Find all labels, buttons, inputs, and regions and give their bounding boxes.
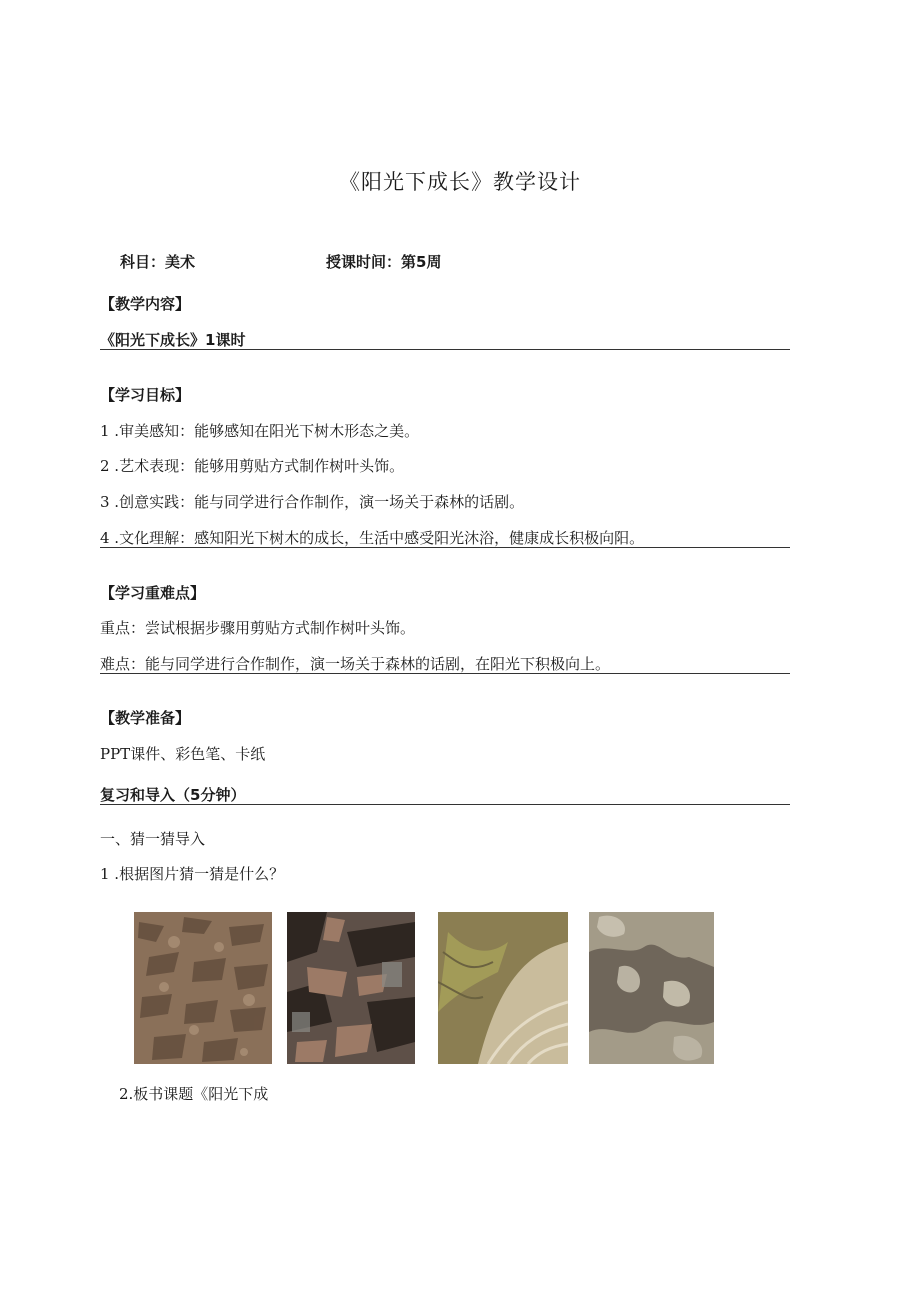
divider	[100, 804, 790, 805]
question-2: 2.板书课题《阳光下成	[119, 1085, 269, 1103]
lesson-time-label: 授课时间：第5周	[326, 253, 442, 271]
teaching-content-heading: 【教学内容】	[100, 295, 191, 313]
goal-item-4: 4 .文化理解：感知阳光下树木的成长，生活中感受阳光沐浴，健康成长积极向阳。	[100, 529, 645, 547]
goal-item-2: 2 .艺术表现：能够用剪贴方式制作树叶头饰。	[100, 457, 405, 475]
bark-image-3	[438, 912, 568, 1064]
subject-label: 科目：美术	[120, 253, 196, 271]
goal-item-1: 1 .审美感知：能够感知在阳光下树木形态之美。	[100, 422, 420, 440]
divider	[100, 349, 790, 350]
bark-image-2	[287, 912, 415, 1064]
divider	[100, 547, 790, 548]
learning-goals-heading: 【学习目标】	[100, 386, 191, 404]
key-point: 重点：尝试根据步骤用剪贴方式制作树叶头饰。	[100, 619, 416, 637]
key-points-heading: 【学习重难点】	[100, 584, 206, 602]
document-title: 《阳光下成长》教学设计	[339, 170, 581, 194]
review-heading: 复习和导入（5分钟）	[100, 786, 246, 804]
goal-item-3: 3 .创意实践：能与同学进行合作制作，演一场关于森林的话剧。	[100, 493, 525, 511]
divider	[100, 673, 790, 674]
preparation-items: PPT课件、彩色笔、卡纸	[100, 745, 266, 763]
review-subheading: 一、猜一猜导入	[100, 830, 206, 848]
preparation-heading: 【教学准备】	[100, 709, 191, 727]
question-1: 1 .根据图片猜一猜是什么？	[100, 865, 285, 883]
teaching-content-line: 《阳光下成长》1课时	[100, 331, 246, 349]
bark-image-1	[134, 912, 272, 1064]
bark-image-4	[589, 912, 714, 1064]
difficulty-point: 难点：能与同学进行合作制作，演一场关于森林的话剧，在阳光下积极向上。	[100, 655, 611, 673]
